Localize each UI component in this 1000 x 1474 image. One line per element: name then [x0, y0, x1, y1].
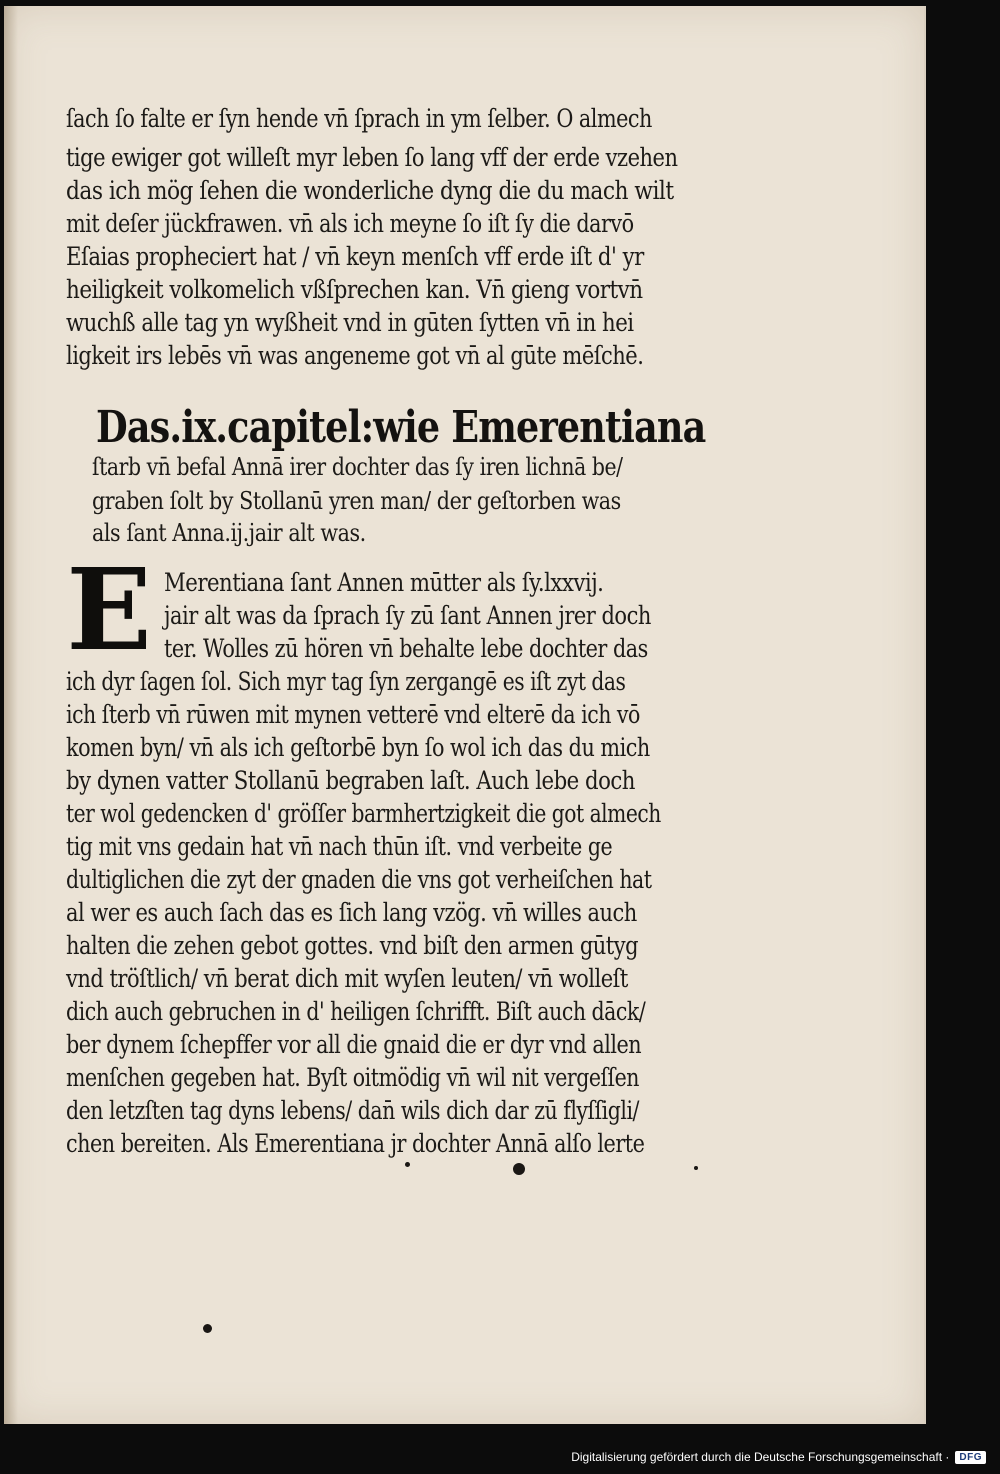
ink-speck: [203, 1324, 212, 1333]
text-line: den letzſten tag dyns lebens/ dan̄ wils dich dar zū flyſſigli/: [66, 1096, 639, 1125]
text-line: by dynen vatter Stollanū begraben laſt. Auch lebe doch: [66, 766, 635, 795]
footer-credit: [571, 1450, 986, 1464]
text-line: heiligkeit volkomelich vßſprechen kan. Vn̄ gieng vortvn̄: [66, 275, 643, 304]
text-line: ber dynem ſchepffer vor all die gnaid die er dyr vnd allen: [66, 1030, 642, 1059]
chapter-subheading-line: ſtarb vn̄ befal Annā irer dochter das ſy iren lichnā be/: [92, 453, 623, 481]
text-line: das ich mög ſehen die wonderliche dyng die du mach wilt: [66, 176, 674, 205]
text-line: dultiglichen die zyt der gnaden die vns got verheiſchen hat: [66, 865, 652, 894]
text-line: dich auch gebruchen in d' heiligen ſchrifft. Biſt auch dāck/: [66, 997, 646, 1026]
text-line: chen bereiten. Als Emerentiana jr dochter Annā alſo lerte: [66, 1129, 645, 1158]
text-line: al wer es auch ſach das es ſich lang vzög. vn̄ willes auch: [66, 898, 637, 927]
text-line: halten die zehen gebot gottes. vnd biſt den armen gūtyg: [66, 931, 639, 960]
text-line: wuchß alle tag yn wyßheit vnd in gūten ſytten vn̄ in hei: [66, 308, 634, 337]
chapter-heading: Das.ix.capitel:wie Emerentiana: [96, 402, 706, 453]
ink-speck: [405, 1162, 410, 1167]
text-line: ich dyr ſagen ſol. Sich myr tag ſyn zergangē es iſt zyt das: [66, 667, 626, 696]
ink-speck: [694, 1166, 698, 1170]
text-line: ter wol gedencken d' gröſſer barmhertzigkeit die got almech: [66, 799, 661, 828]
text-line: menſchen gegeben hat. Byſt oitmödig vn̄ wil nit vergeſſen: [66, 1063, 640, 1092]
chapter-subheading-line: graben ſolt by Stollanū yren man/ der geſtorben was: [92, 487, 621, 515]
text-line: ich ſterb vn̄ rūwen mit mynen vetterē vnd elterē da ich vō: [66, 700, 640, 729]
text-line: tig mit vns gedain hat vn̄ nach thūn iſt. vnd verbeite ge: [66, 832, 613, 861]
ink-speck: [513, 1163, 525, 1175]
decorated-initial: E: [66, 545, 152, 676]
text-line: ter. Wolles zū hören vn̄ behalte lebe dochter das: [164, 634, 648, 663]
chapter-subheading-line: als ſant Anna.ij.jair alt was.: [92, 519, 366, 547]
text-line: Merentiana ſant Annen mūtter als ſy.lxxvij.: [164, 568, 604, 597]
dfg-logo: DFG: [955, 1451, 986, 1464]
text-line: tige ewiger got willeſt myr leben ſo lang vff der erde vzehen: [66, 143, 678, 172]
text-line: ligkeit irs lebēs vn̄ was angeneme got vn̄ al gūte mēſchē.: [66, 341, 644, 370]
page-edge-shadow: [4, 6, 18, 1424]
text-line: vnd tröſtlich/ vn̄ berat dich mit wyſen leuten/ vn̄ wolleſt: [66, 964, 628, 993]
document-page: [4, 6, 926, 1424]
text-line: Eſaias propheciert hat / vn̄ keyn menſch vff erde iſt d' yr: [66, 242, 644, 271]
footer-text: Digitalisierung gefördert durch die Deutsche Forschungsgemeinschaft ·: [571, 1450, 950, 1464]
text-line: ſach ſo falte er ſyn hende vn̄ ſprach in ym ſelber. O almech: [66, 104, 652, 133]
text-line: jair alt was da ſprach ſy zū ſant Annen jrer doch: [164, 601, 651, 630]
text-line: mit deſer jückfrawen. vn̄ als ich meyne ſo iſt ſy die darvō: [66, 209, 634, 238]
text-line: komen byn/ vn̄ als ich geſtorbē byn ſo wol ich das du mich: [66, 733, 650, 762]
